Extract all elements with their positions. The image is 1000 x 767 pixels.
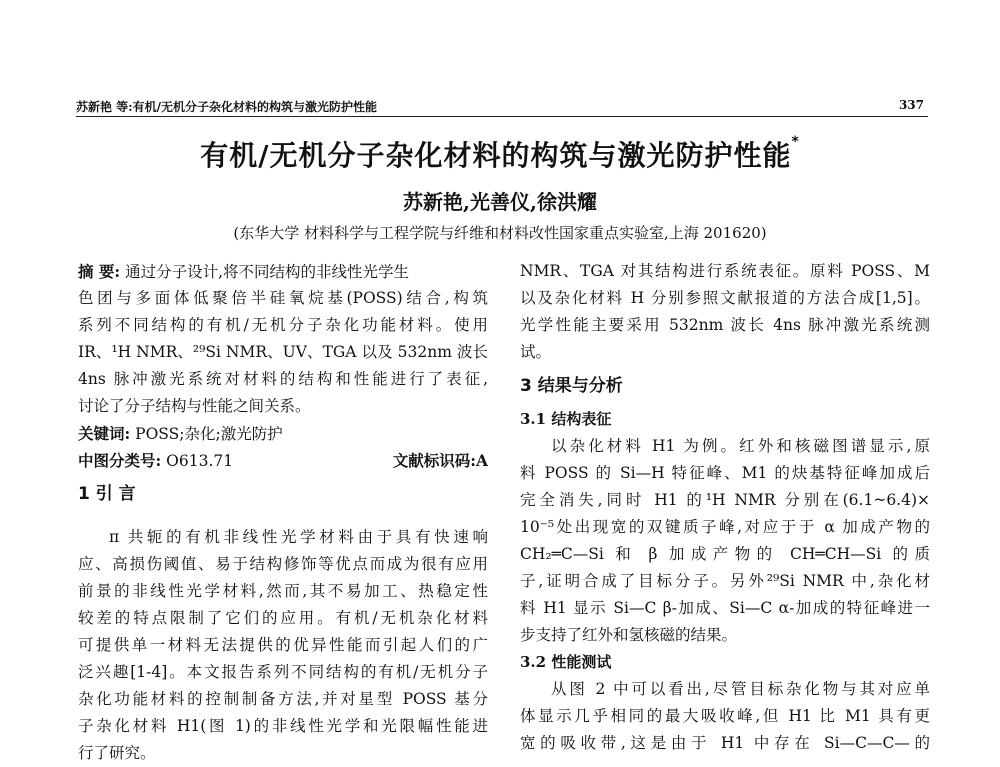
results-line: 10⁻⁵处出现宽的双键质子峰,对应于于 α 加成产物的 bbox=[520, 518, 930, 536]
methods-line: NMR、TGA 对其结构进行系统表征。原料 POSS、M bbox=[520, 262, 930, 280]
abstract-line bbox=[78, 258, 488, 285]
results-line: 料 POSS 的 Si—H 特征峰、M1 的炔基特征峰加成后 bbox=[520, 464, 930, 482]
keywords-label: 关键词: bbox=[78, 424, 131, 443]
running-head bbox=[76, 98, 928, 117]
methods-line: 光学性能主要采用 532nm 波长 4ns 脉冲激光系统测 bbox=[520, 316, 930, 334]
subsection-heading-structure: 3.1 结构表征 bbox=[520, 410, 612, 428]
results-line: 完全消失,同时 H1 的¹H NMR 分别在(6.1~6.4)× bbox=[520, 491, 930, 509]
subsection-heading-performance: 3.2 性能测试 bbox=[520, 653, 612, 671]
clc-code: O613.71 bbox=[166, 452, 234, 470]
title-text: 有机/无机分子杂化材料的构筑与激光防护性能 bbox=[200, 139, 792, 172]
abstract-line: 系列不同结构的有机/无机分子杂化功能材料。使用 bbox=[78, 316, 488, 334]
intro-line: 杂化功能材料的控制制备方法,并对星型 POSS 基分 bbox=[78, 690, 488, 708]
abstract-line: IR、¹H NMR、²⁹Si NMR、UV、TGA 以及 532nm 波长 bbox=[78, 343, 488, 361]
clc-label: 中图分类号: bbox=[78, 451, 162, 470]
intro-line: 子杂化材料 H1(图 1)的非线性光学和光限幅性能进 bbox=[78, 717, 488, 735]
affiliation: (东华大学 材料科学与工程学院与纤维和材料改性国家重点实验室,上海 201620) bbox=[233, 224, 767, 242]
right-column bbox=[520, 258, 930, 757]
results-line: 步支持了红外和氢核磁的结果。 bbox=[520, 626, 738, 644]
intro-line: 行了研究。 bbox=[78, 744, 156, 762]
results-line: 以杂化材料 H1 为例。红外和核磁图谱显示,原 bbox=[551, 437, 930, 455]
abstract-label: 摘 要: bbox=[78, 262, 121, 281]
performance-line: 从图 2 中可以看出,尽管目标杂化物与其对应单 bbox=[551, 680, 930, 698]
results-line: CH₂═C—Si 和 β 加成产物的 CH═CH—Si 的质 bbox=[520, 545, 930, 563]
intro-line: 可提供单一材料无法提供的优异性能而引起人们的广 bbox=[78, 636, 488, 654]
paper-title bbox=[0, 134, 1000, 174]
results-line: 料 H1 显示 Si—C β-加成、Si—C α-加成的特征峰进一 bbox=[520, 599, 930, 617]
classification-line bbox=[78, 447, 488, 474]
methods-line: 以及杂化材料 H 分别参照文献报道的方法合成[1,5]。 bbox=[520, 289, 930, 307]
running-head-text: 苏新艳 等:有机/无机分子杂化材料的构筑与激光防护性能 bbox=[76, 100, 377, 114]
intro-line: 前景的非线性光学材料,然而,其不易加工、热稳定性 bbox=[78, 582, 488, 600]
performance-line: 体显示几乎相同的最大吸收峰,但 H1 比 M1 具有更 bbox=[520, 707, 930, 725]
keywords-line bbox=[78, 420, 488, 447]
authors: 苏新艳,光善仪,徐洪耀 bbox=[403, 190, 597, 214]
page-number: 337 bbox=[898, 98, 924, 112]
abstract-text: 通过分子设计,将不同结构的非线性光学生 bbox=[125, 263, 409, 281]
abstract-line: 色团与多面体低聚倍半硅氧烷基(POSS)结合,构筑 bbox=[78, 289, 488, 307]
performance-line: 宽的吸收带,这是由于 H1 中存在 Si—C—C—的 bbox=[520, 734, 930, 752]
document-code: 文献标识码:A bbox=[392, 451, 488, 470]
section-heading-results: 3 结果与分析 bbox=[520, 376, 623, 396]
title-footnote-mark: * bbox=[791, 134, 800, 150]
intro-line: π 共轭的有机非线性光学材料由于具有快速响 bbox=[109, 528, 488, 546]
methods-line: 试。 bbox=[520, 343, 552, 361]
intro-line: 较差的特点限制了它们的应用。有机/无机杂化材料 bbox=[78, 609, 488, 627]
left-column bbox=[78, 258, 488, 767]
results-line: 子,证明合成了目标分子。另外²⁹Si NMR 中,杂化材 bbox=[520, 572, 930, 590]
section-heading-introduction: 1 引 言 bbox=[78, 484, 136, 504]
intro-line: 应、高损伤阈值、易于结构修饰等优点而成为很有应用 bbox=[78, 555, 488, 573]
intro-line: 泛兴趣[1-4]。本文报告系列不同结构的有机/无机分子 bbox=[78, 663, 488, 681]
abstract-line: 讨论了分子结构与性能之间关系。 bbox=[78, 397, 311, 415]
abstract-line: 4ns 脉冲激光系统对材料的结构和性能进行了表征, bbox=[78, 370, 488, 388]
keywords: POSS;杂化;激光防护 bbox=[135, 425, 283, 443]
